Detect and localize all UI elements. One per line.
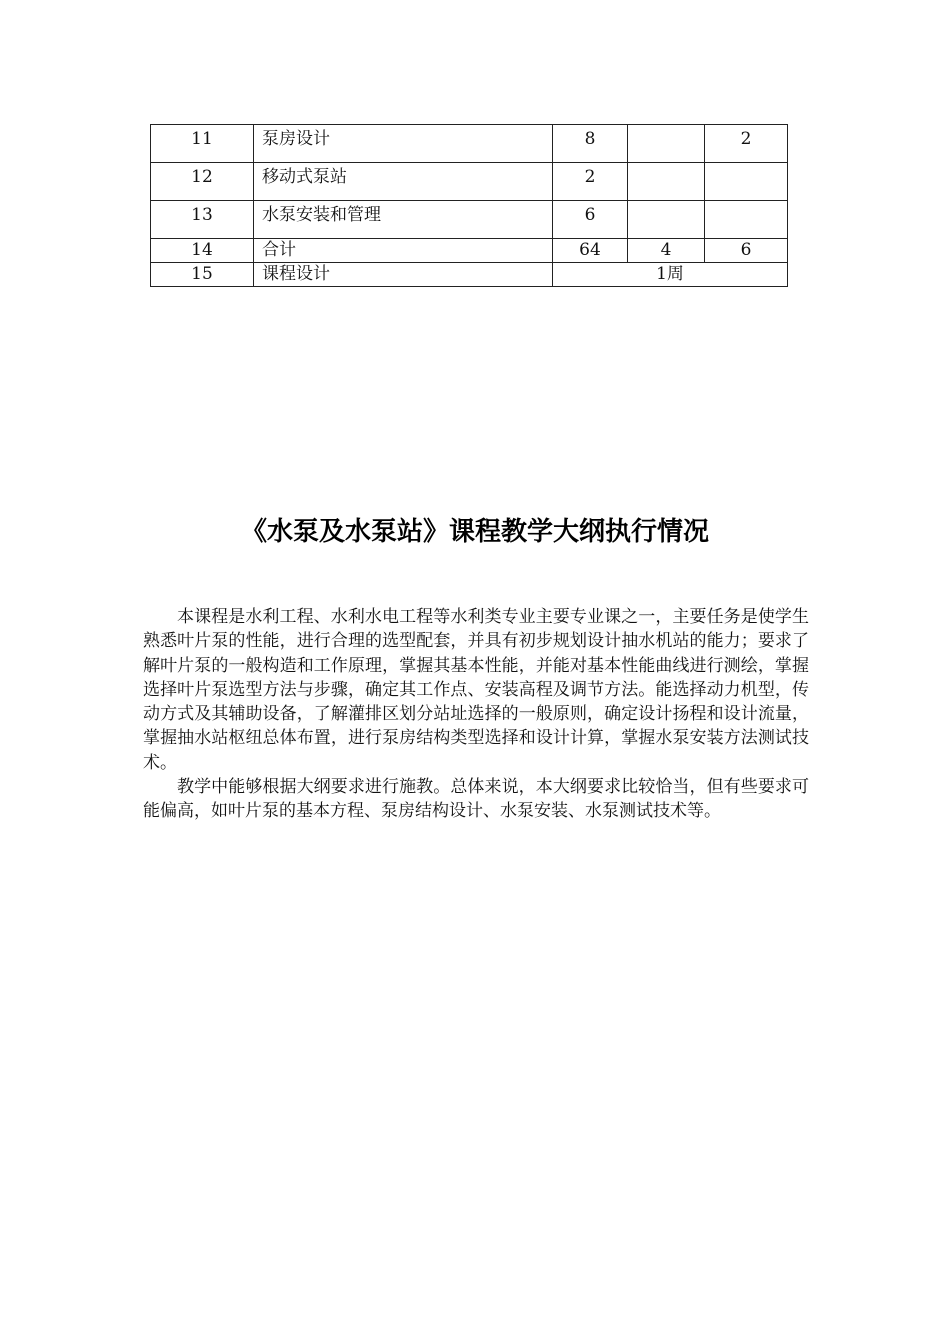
paragraph: 教学中能够根据大纲要求进行施教。总体来说，本大纲要求比较恰当，但有些要求可能偏高，如叶片泵的基本方程、泵房结构设计、水泵安装、水泵测试技术等。 — [143, 777, 809, 822]
topic-name: 移动式泵站 — [254, 163, 553, 201]
topic-name: 合计 — [254, 239, 553, 263]
practice-hours: 2 — [705, 125, 788, 163]
paragraph: 本课程是水利工程、水利水电工程等水利类专业主要专业课之一，主要任务是使学生熟悉叶片泵的性能，进行合理的选型配套，并具有初步规划设计抽水机站的能力；要求了解叶片泵的一般构造和工作原理，掌握其基本性能，并能对基本性能曲线进行测绘，掌握选择叶片泵选型方法与步骤，确定其工作点、安装高程及调节方法。能选择动力机型，传动方式及其辅助设备，了解灌排区划分站址选择的一般原则，确定设计扬程和设计流量，掌握抽水站枢纽总体布置，进行泵房结构类型选择和设计计算，掌握水泵安装方法测试技术。 — [143, 607, 809, 773]
course-hours-table — [150, 124, 788, 287]
table-row — [151, 201, 788, 239]
table-row-total — [151, 239, 788, 263]
topic-name: 课程设计 — [254, 263, 553, 287]
row-number: 11 — [151, 125, 254, 163]
table-row — [151, 163, 788, 201]
table-row-course-design — [151, 263, 788, 287]
row-number: 13 — [151, 201, 254, 239]
practice-hours — [705, 163, 788, 201]
row-number: 14 — [151, 239, 254, 263]
row-number: 15 — [151, 263, 254, 287]
topic-name: 水泵安装和管理 — [254, 201, 553, 239]
experiment-hours — [628, 163, 705, 201]
table-row — [151, 125, 788, 163]
practice-hours — [705, 201, 788, 239]
experiment-hours: 4 — [628, 239, 705, 263]
topic-name: 泵房设计 — [254, 125, 553, 163]
course-design-duration: 1周 — [553, 263, 788, 287]
body-text — [143, 605, 809, 824]
lecture-hours: 8 — [553, 125, 628, 163]
lecture-hours: 2 — [553, 163, 628, 201]
lecture-hours: 64 — [553, 239, 628, 263]
practice-hours: 6 — [705, 239, 788, 263]
row-number: 12 — [151, 163, 254, 201]
lecture-hours: 6 — [553, 201, 628, 239]
page-title: 《水泵及水泵站》课程教学大纲执行情况 — [240, 517, 709, 547]
experiment-hours — [628, 125, 705, 163]
experiment-hours — [628, 201, 705, 239]
